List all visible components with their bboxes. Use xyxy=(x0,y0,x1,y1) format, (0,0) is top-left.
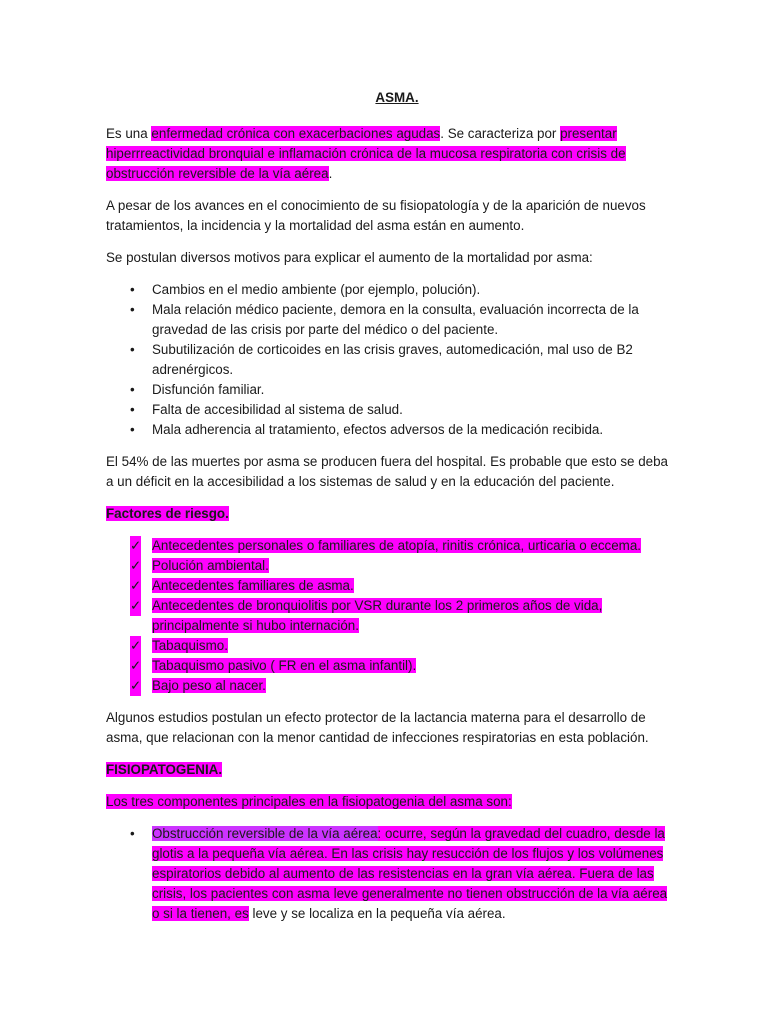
list-item xyxy=(106,596,668,636)
risk-factors-heading xyxy=(106,504,668,524)
checkmark-icon: ✓ xyxy=(130,636,141,656)
paragraph-mortality: El 54% de las muertes por asma se producen fuera del hospital. Es probable que esto se deba a un déficit en la accesibilidad a los sistemas de salud y en la educación del paciente. xyxy=(106,454,669,489)
risk-factor-text: Antecedentes personales o familiares de atopía, rinitis crónica, urticaria o eccema. xyxy=(152,538,642,553)
list-item xyxy=(106,676,668,696)
list-item: • Mala adherencia al tratamiento, efectos adversos de la medicación recibida. xyxy=(106,420,668,440)
list-item: • Subutilización de corticoides en las crisis graves, automedicación, mal uso de B2 adrenérgicos. xyxy=(106,340,668,380)
list-item: • Disfunción familiar. xyxy=(106,380,668,400)
list-item: • Falta de accesibilidad al sistema de salud. xyxy=(106,400,668,420)
pathophysiology-list xyxy=(106,824,668,924)
obstruction-detail-rest: leve y se localiza en la pequeña vía aérea. xyxy=(248,906,506,921)
list-item: • Mala relación médico paciente, demora en la consulta, evaluación incorrecta de la gravedad de las crisis por parte del médico o del paciente. xyxy=(106,300,668,340)
intro-paragraph xyxy=(106,124,668,184)
paragraph-motives-intro: Se postulan diversos motivos para explicar el aumento de la mortalidad por asma: xyxy=(106,250,593,265)
document-title: ASMA. xyxy=(375,90,419,105)
list-item xyxy=(106,656,668,676)
highlight-obstruction: Obstrucción reversible de la vía aérea xyxy=(152,826,378,841)
checkmark-icon: ✓ xyxy=(130,536,141,556)
list-item xyxy=(106,824,668,924)
list-item xyxy=(106,576,668,596)
intro-text-b: . Se caracteriza por xyxy=(440,126,561,141)
list-item: • Cambios en el medio ambiente (por ejemplo, polución). xyxy=(106,280,668,300)
checkmark-icon: ✓ xyxy=(130,556,141,576)
risk-factor-text: Bajo peso al nacer. xyxy=(152,678,266,693)
risk-factor-text: Tabaquismo. xyxy=(152,638,228,653)
checkmark-icon: ✓ xyxy=(130,676,141,696)
motives-list xyxy=(106,280,668,440)
checkmark-icon: ✓ xyxy=(130,576,141,596)
list-item xyxy=(106,556,668,576)
highlight-characteristics: presentar hiperrreactividad bronquial e inflamación crónica de la mucosa respiratoria con crisis de obstrucción reversible de la vía aérea xyxy=(106,126,626,181)
paragraph-advances: A pesar de los avances en el conocimiento de su fisiopatología y de la aparición de nuevos tratamientos, la incidencia y la mortalidad del asma están en aumento. xyxy=(106,198,646,233)
risk-factor-text: Antecedentes familiares de asma. xyxy=(152,578,354,593)
highlight-definition: enfermedad crónica con exacerbaciones agudas xyxy=(151,126,441,141)
checkmark-icon: ✓ xyxy=(130,596,141,616)
checkmark-icon: ✓ xyxy=(130,656,141,676)
risk-factors-title: Factores de riesgo. xyxy=(106,506,229,521)
risk-factors-list xyxy=(106,536,668,696)
pathophysiology-heading xyxy=(106,760,668,780)
risk-factor-text: Tabaquismo pasivo ( FR en el asma infantil). xyxy=(152,658,417,673)
paragraph-breastfeeding: Algunos estudios postulan un efecto protector de la lactancia materna para el desarrollo de asma, que relacionan con la menor cantidad de infecciones respiratorias en esta población. xyxy=(106,710,649,745)
intro-text-c: . xyxy=(328,166,333,181)
pathophysiology-intro-text: Los tres componentes principales en la fisiopatogenia del asma son: xyxy=(106,794,512,809)
pathophysiology-title: FISIOPATOGENIA. xyxy=(106,762,223,777)
list-item xyxy=(106,536,668,556)
pathophysiology-intro xyxy=(106,792,668,812)
highlight-obstruction-detail: : ocurre, según la gravedad del cuadro, desde la glotis a la pequeña vía aérea. En las crisis hay resucción de los flujos y los volúmenes espiratorios debido al aumento de las resistencias en la gran vía aérea. Fuera de las crisis, los pacientes con asma leve generalmente no tienen obstrucción de la vía aérea o si la tienen, es xyxy=(152,826,668,921)
risk-factor-text: Antecedentes de bronquiolitis por VSR durante los 2 primeros años de vida, principalmente si hubo internación. xyxy=(152,598,603,633)
risk-factor-text: Polución ambiental. xyxy=(152,558,269,573)
list-item xyxy=(106,636,668,656)
intro-text-a: Es una xyxy=(106,126,152,141)
